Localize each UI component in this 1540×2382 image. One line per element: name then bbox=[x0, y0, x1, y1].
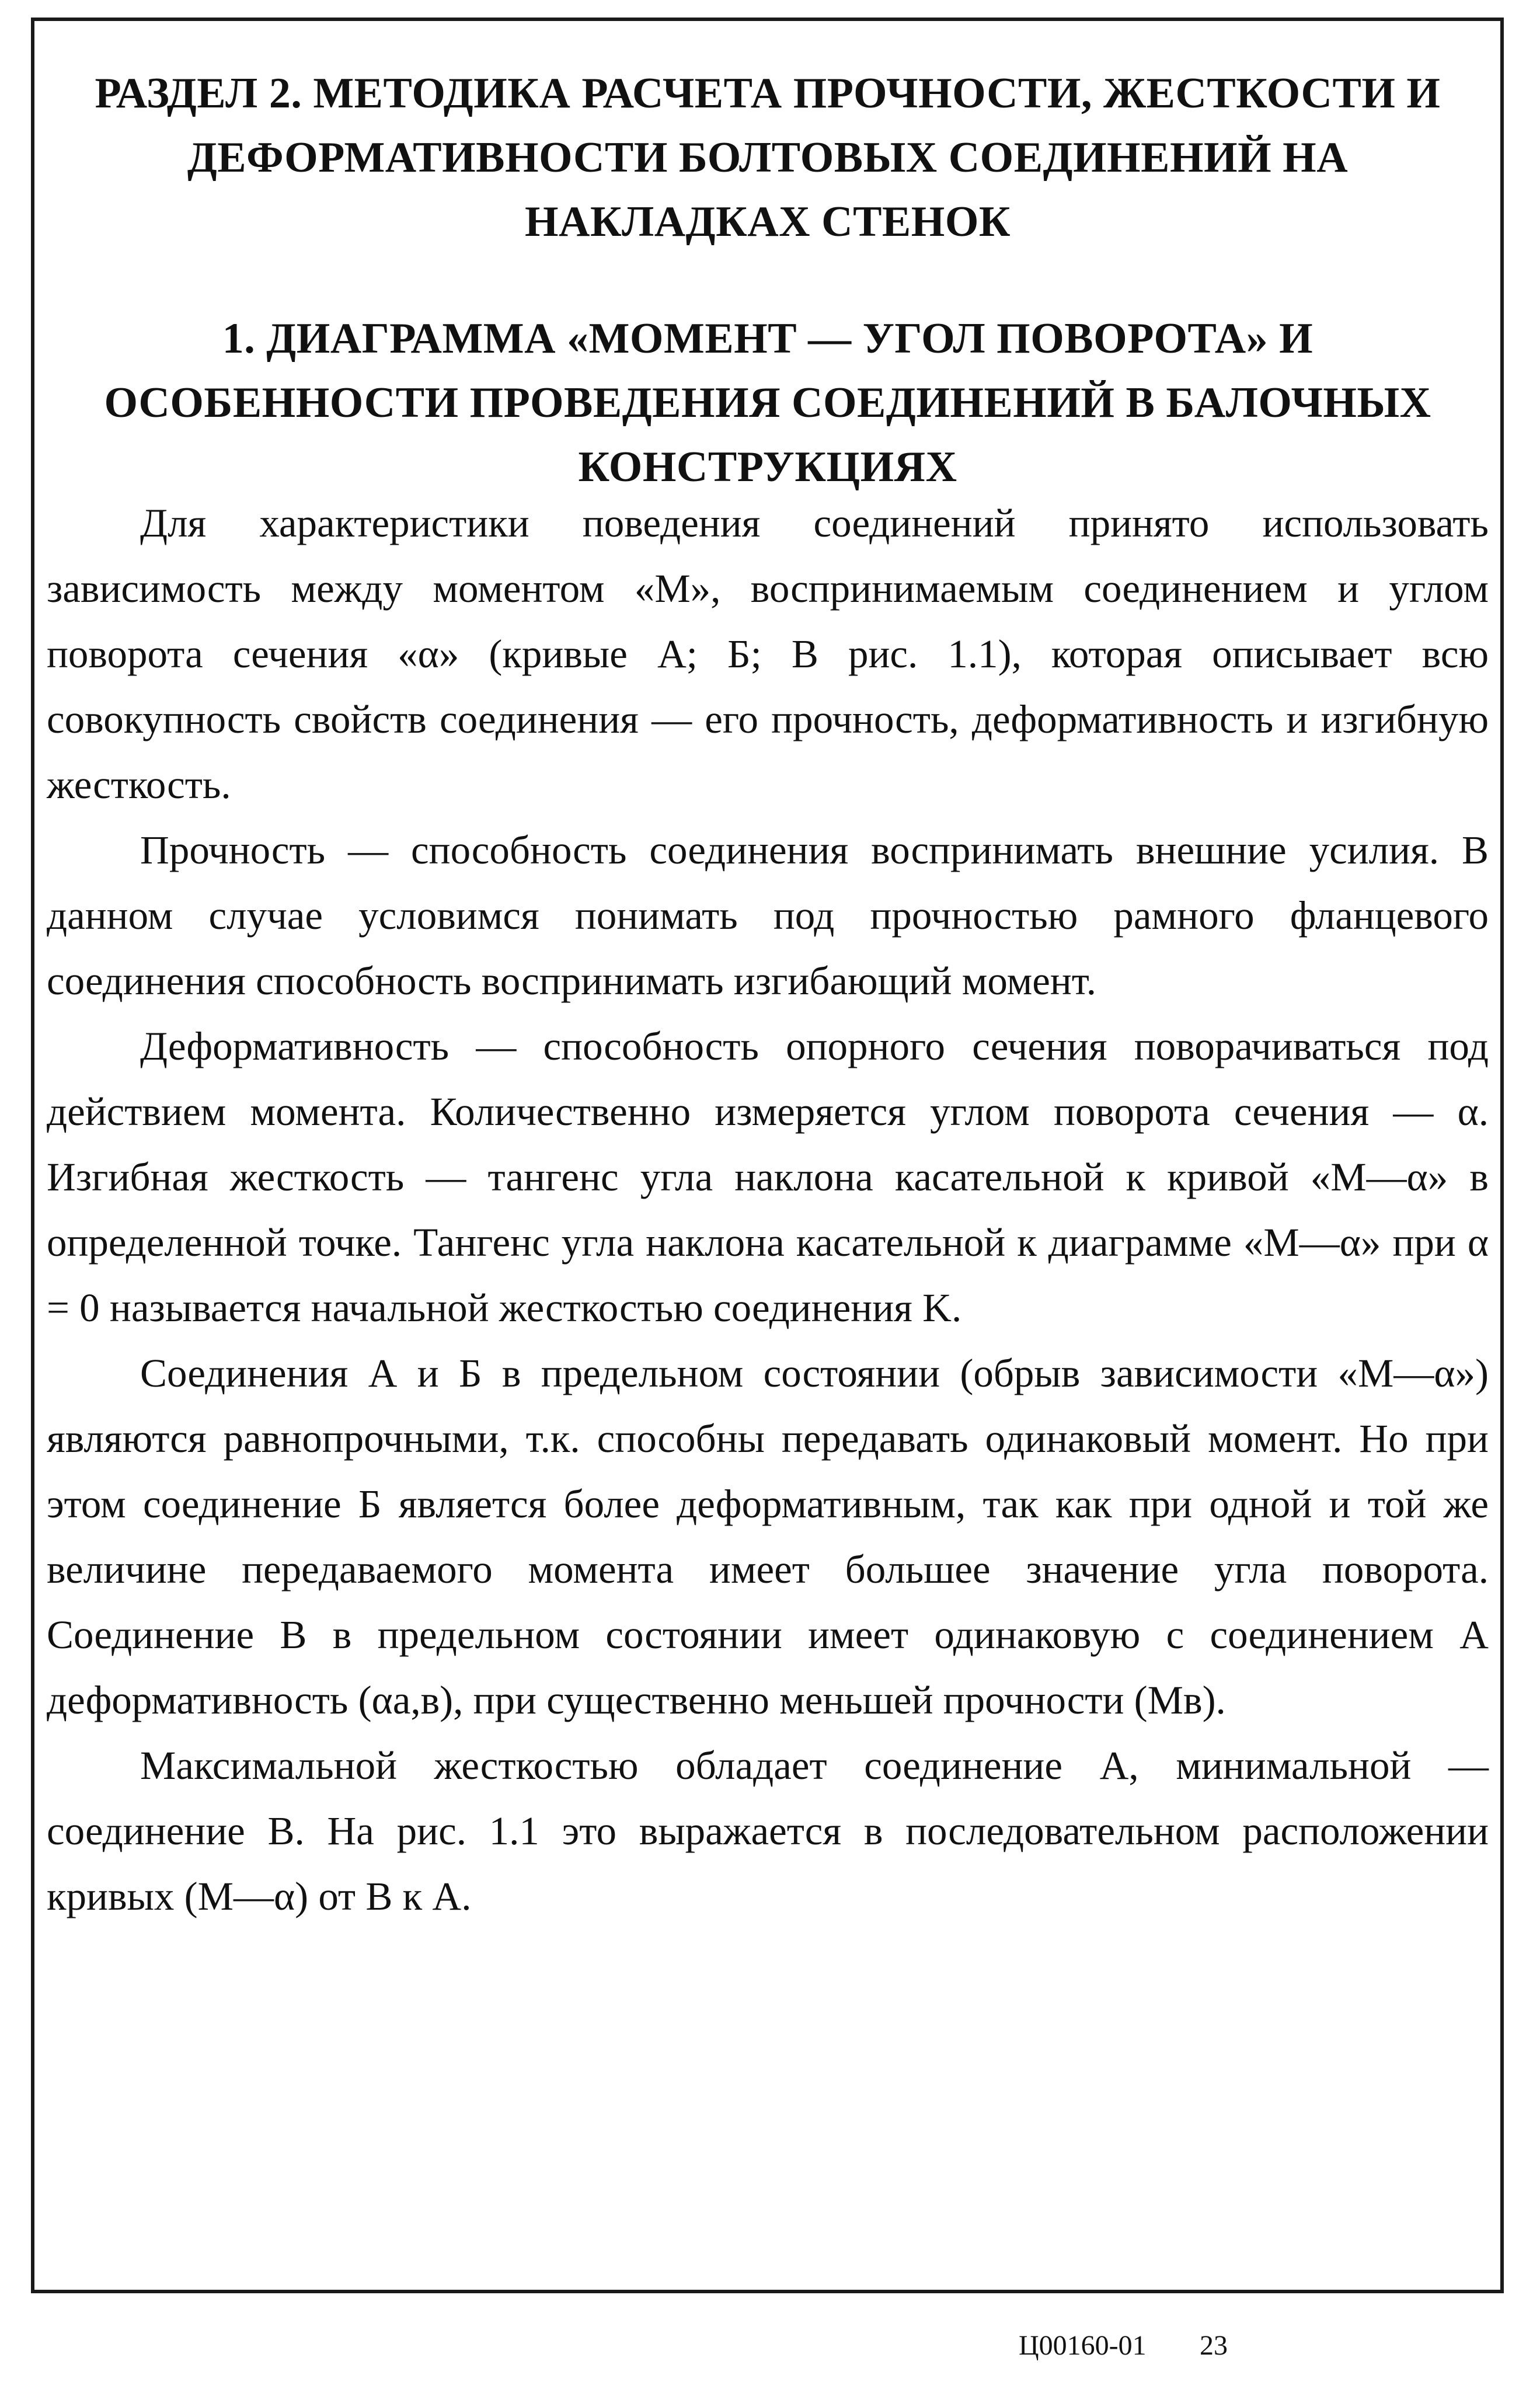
subsection-title: 1. ДИАГРАММА «МОМЕНТ — УГОЛ ПОВОРОТА» И ОСОБЕННОСТИ ПРОВЕДЕНИЯ СОЕДИНЕНИЙ В БАЛОЧНЫХ КОНСТРУКЦИЯХ bbox=[104, 315, 1431, 491]
paragraph: Деформативность — способность опорного сечения поворачиваться под действием момента. Количественно измеряется углом поворота сечения — α. Изгибная жесткость — тангенс угла наклона касательной к кривой «М—α» в определенной точке. Тангенс угла наклона касательной к диаграмме «М—α» при α = 0 называется начальной жесткостью соединения K. bbox=[47, 1024, 1489, 1330]
paragraph: Для характеристики поведения соединений принято использовать зависимость между моментом «М», воспринимаемым соединением и углом поворота сечения «α» (кривые А; Б; В рис. 1.1), которая описывает всю совокупность свойств соединения — его прочность, деформативность и изгибную жесткость. bbox=[47, 501, 1489, 807]
page-footer bbox=[0, 2330, 1540, 2382]
paragraph: Соединения А и Б в предельном состоянии (обрыв зависимости «М—α») являются равнопрочными, т.к. способны передавать одинаковый момент. Но при этом соединение Б является более деформативным, так как при одной и той же величине передаваемого момента имеет большее значение угла поворота. Соединение В в предельном состоянии имеет одинаковую с соединением А деформативность (αа,в), при существенно меньшей прочности (Мв). bbox=[47, 1351, 1489, 1722]
section-title: РАЗДЕЛ 2. МЕТОДИКА РАСЧЕТА ПРОЧНОСТИ, ЖЕСТКОСТИ И ДЕФОРМАТИВНОСТИ БОЛТОВЫХ СОЕДИНЕНИЙ НА НАКЛАДКАХ СТЕНОК bbox=[95, 69, 1441, 246]
document-code: Ц00160-01 bbox=[1019, 2330, 1147, 2361]
page-number: 23 bbox=[1200, 2330, 1228, 2361]
body-text bbox=[47, 490, 1489, 1929]
paragraph: Максимальной жесткостью обладает соединение А, минимальной — соединение В. На рис. 1.1 это выражается в последовательном расположении кривых (М—α) от В к А. bbox=[47, 1743, 1489, 1918]
paragraph: Прочность — способность соединения воспринимать внешние усилия. В данном случае условимся понимать под прочностью рамного фланцевого соединения способность воспринимать изгибающий момент. bbox=[47, 828, 1489, 1003]
